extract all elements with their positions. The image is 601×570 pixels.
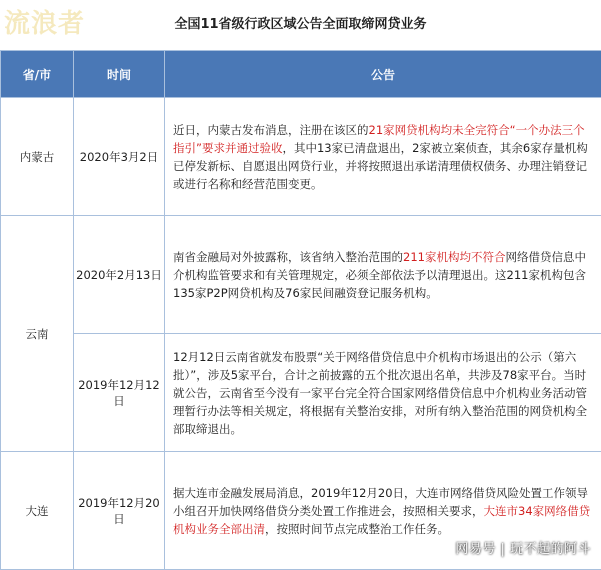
notice-text: ，按照时间节点完成整治工作任务。: [265, 522, 449, 536]
notice-text: 据大连市金融发展局消息，2019年12月20日，大连市网络借贷风险处置工作领导小组召开加快网络借贷分类处置工作推进会，按照相关要求，: [173, 486, 588, 518]
notice-cell: [165, 98, 601, 216]
table-row: [1, 334, 601, 452]
notice-text: 12月12日云南省就发布股票“关于网络借贷信息中介机构市场退出的公示（第六批）”，涉及5家平台，合计之前披露的五个批次退出名单，共涉及78家平台。当时就公告，云南省至今没有一家平台完全符合国家网络借贷信息中介机构业务活动管理暂行办法等相关规定，将根据有关整治安排，对所有纳入整治范围的网贷机构全部取缔退出。: [173, 350, 587, 436]
bottom-watermark: 网易号 | 玩不起的阿斗: [455, 538, 591, 557]
notice-text: 南省金融局对外披露称，该省纳入整治范围的: [173, 250, 403, 264]
notice-text: 网络借贷信息中介机构监管要求和有关管理规定，必须全部依法予以清理退出。这211家机构包含135家P2P网贷机构及76家民间融资登记服务机构。: [173, 250, 586, 300]
highlight-text: 21家网贷机构均未全完符合“一个办法三个指引”要求并通过验收: [173, 123, 585, 155]
highlight-text: 大连市34家网络借贷机构业务全部出清: [173, 504, 590, 536]
highlight-text: 211家机构均不符合: [403, 250, 505, 264]
table-row: [1, 98, 601, 216]
header-notice: 公告: [165, 51, 601, 98]
notice-cell: [165, 334, 601, 452]
date-cell: 2020年3月2日: [74, 98, 165, 216]
date-cell: 2019年12月12日: [74, 334, 165, 452]
table-header-row: [1, 51, 601, 98]
province-cell: 云南: [1, 216, 74, 452]
notice-table: [0, 50, 601, 570]
province-cell: 内蒙古: [1, 98, 74, 216]
header-province: 省/市: [1, 51, 74, 98]
notice-text: ，其中13家已清盘退出，2家被立案侦查，其余6家存量机构已停发新标、自愿退出网贷行业，并将按照退出承诺清理债权债务、办理注销登记或进行名称和经营范围变更。: [173, 141, 588, 191]
notice-cell: [165, 216, 601, 334]
date-cell: 2019年12月20日: [74, 452, 165, 570]
province-cell: 大连: [1, 452, 74, 570]
document-title: 全国11省级行政区域公告全面取缔网贷业务: [0, 13, 601, 32]
date-cell: 2020年2月13日: [74, 216, 165, 334]
header-time: 时间: [74, 51, 165, 98]
top-watermark: 流浪者: [4, 3, 85, 40]
notice-text: 近日，内蒙古发布消息，注册在该区的: [173, 123, 369, 137]
table-row: [1, 216, 601, 334]
